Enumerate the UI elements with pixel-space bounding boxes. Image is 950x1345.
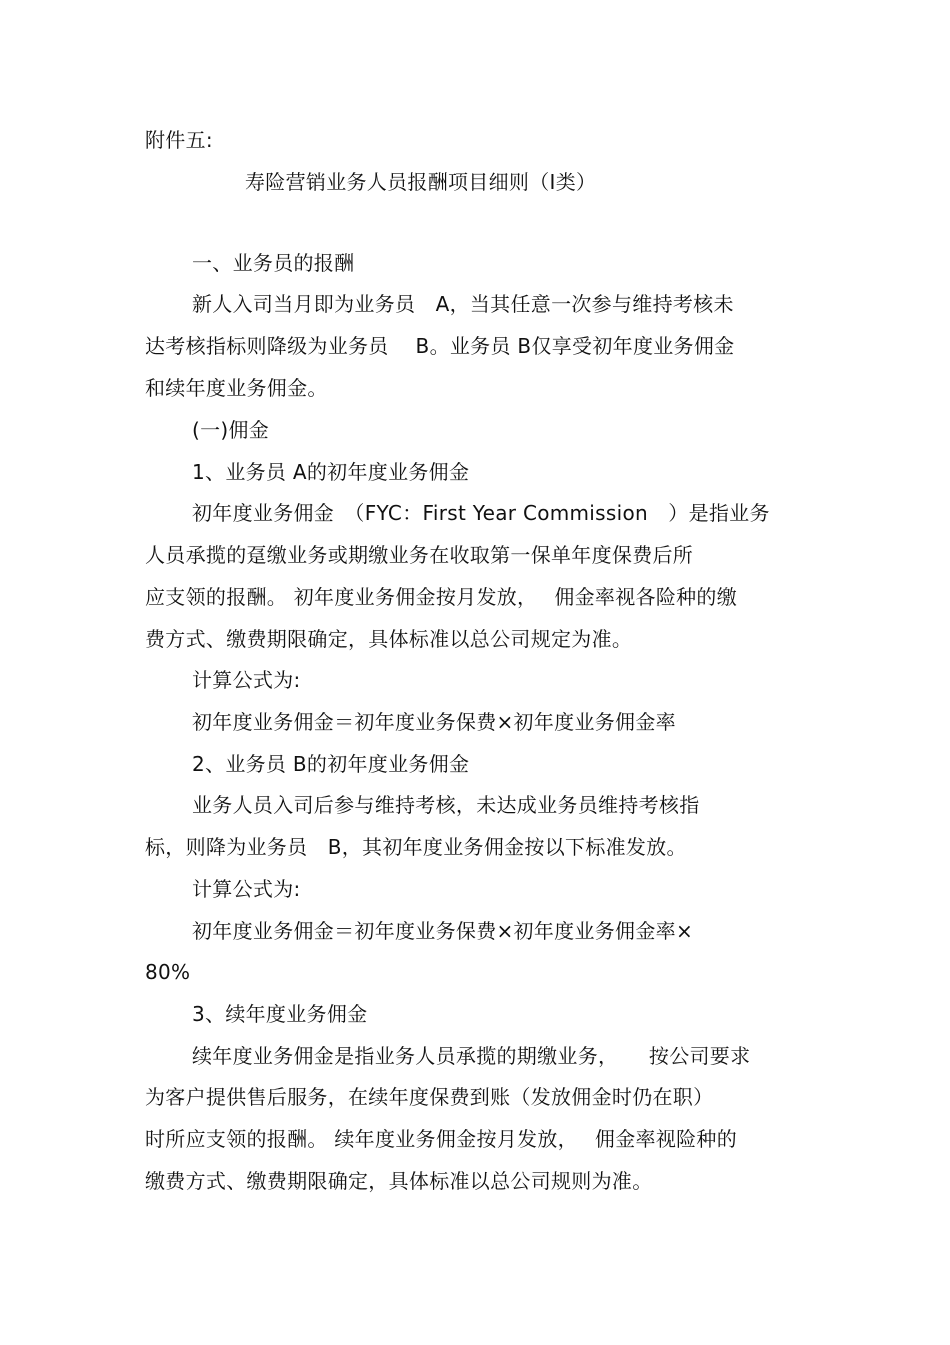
paragraph-line: 续年度业务佣金是指业务人员承揽的期缴业务， 按公司要求 xyxy=(192,1044,751,1068)
paragraph-line: 费方式、缴费期限确定，具体标准以总公司规定为准。 xyxy=(145,627,633,651)
section-heading: 一、业务员的报酬 xyxy=(192,251,355,275)
formula-label: 计算公式为: xyxy=(192,668,301,692)
attachment-label: 附件五: xyxy=(145,128,213,152)
paragraph-line: 时所应支领的报酬。 续年度业务佣金按月发放， 佣金率视险种的 xyxy=(145,1127,738,1151)
paragraph-line: 和续年度业务佣金。 xyxy=(145,376,328,400)
paragraph-line: 应支领的报酬。 初年度业务佣金按月发放， 佣金率视各险种的缴 xyxy=(145,585,738,609)
paragraph-line: 业务人员入司后参与维持考核，未达成业务员维持考核指 xyxy=(192,793,700,817)
subsection-heading: (一)佣金 xyxy=(192,418,270,442)
formula: 初年度业务佣金＝初年度业务保费×初年度业务佣金率× xyxy=(192,919,694,943)
formula-label: 计算公式为: xyxy=(192,877,301,901)
item-heading: 3、续年度业务佣金 xyxy=(192,1002,368,1026)
paragraph-line: 初年度业务佣金 （FYC：First Year Commission ）是指业务 xyxy=(192,501,770,525)
paragraph-line: 缴费方式、缴费期限确定，具体标准以总公司规则为准。 xyxy=(145,1169,653,1193)
formula-continuation: 80% xyxy=(145,960,191,984)
paragraph-line: 标，则降为业务员 B，其初年度业务佣金按以下标准发放。 xyxy=(145,835,687,859)
paragraph-line: 新人入司当月即为业务员 A，当其任意一次参与维持考核未 xyxy=(192,292,734,316)
formula: 初年度业务佣金＝初年度业务保费×初年度业务佣金率 xyxy=(192,710,676,734)
document-title: 寿险营销业务人员报酬项目细则（Ⅰ类） xyxy=(245,170,597,194)
item-heading: 1、业务员 A的初年度业务佣金 xyxy=(192,460,470,484)
paragraph-line: 达考核指标则降级为业务员 B。业务员 B仅享受初年度业务佣金 xyxy=(145,334,735,358)
paragraph-line: 为客户提供售后服务，在续年度保费到账（发放佣金时仍在职） xyxy=(145,1085,714,1109)
paragraph-line: 人员承揽的趸缴业务或期缴业务在收取第一保单年度保费后所 xyxy=(145,543,694,567)
item-heading: 2、业务员 B的初年度业务佣金 xyxy=(192,752,470,776)
